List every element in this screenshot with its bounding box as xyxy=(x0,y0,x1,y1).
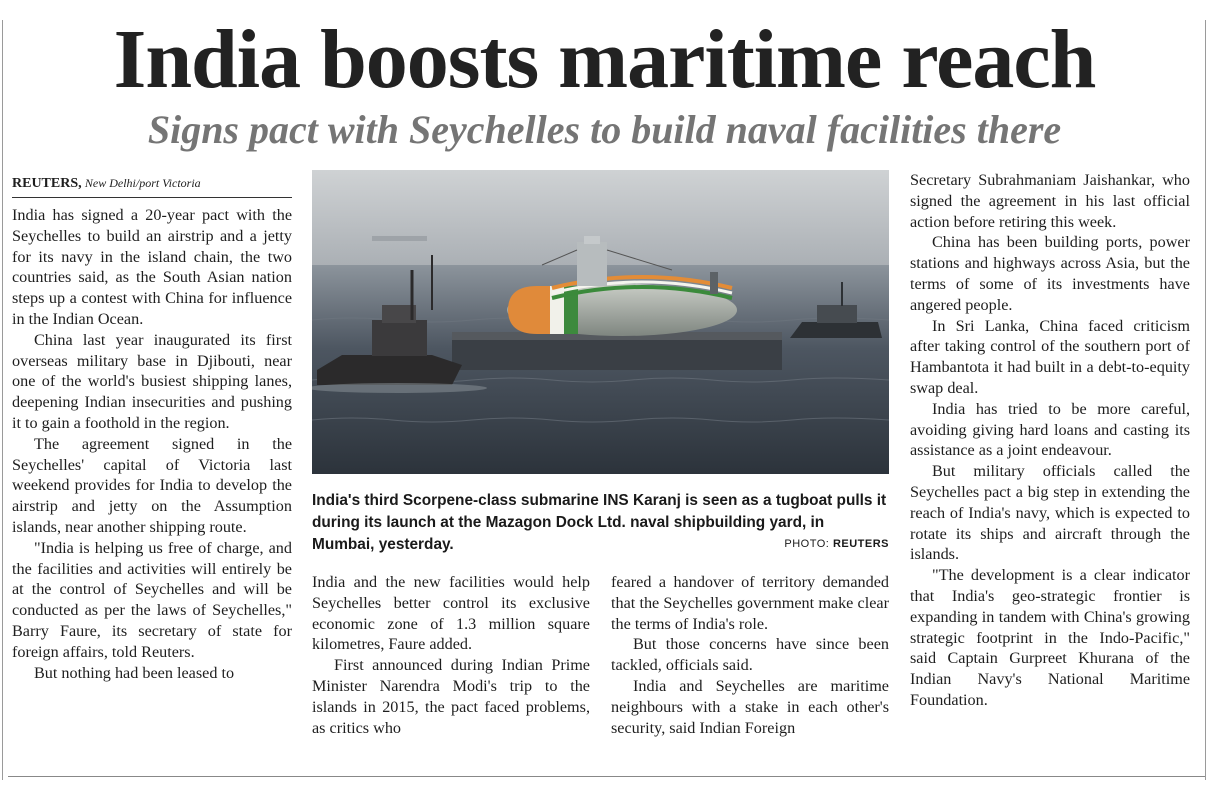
article-column-3 xyxy=(611,572,889,767)
paragraph: "The development is a clear indicator that India's geo-strategic frontier is expanding in tandem with China's growing strategic footprint in the Indo-Pacific," said Captain Gurpreet Khurana of the Indian Navy's National Maritime Foundation. xyxy=(910,566,1190,709)
photo-credit-label: PHOTO: xyxy=(784,538,830,550)
paragraph: India and Seychelles are maritime neighbours with a stake in each other's security, said Indian Foreign xyxy=(611,676,889,737)
paragraph: India and the new facilities would help Seychelles better control its exclusive economic zone of 1.3 million square kilometres, Faure added. xyxy=(312,573,590,654)
paragraph: "India is helping us free of charge, and the facilities and activities will entirely be at the control of Seychelles and will be conducted as per the laws of Seychelles," Barry Faure, its secretary of state for foreign affairs, told Reuters. xyxy=(12,538,292,661)
photo-caption: India's third Scorpene-class submarine INS Karanj is seen as a tugboat pulls it during its launch at the Mazagon Dock Ltd. naval shipbuilding yard, in Mumbai, yesterday. xyxy=(312,492,887,553)
paragraph: But military officials called the Seychelles pact a big step in extending the reach of India's navy, which is expected to rotate its ships and aircraft through the islands. xyxy=(910,462,1190,564)
paragraph: But those concerns have since been tackled, officials said. xyxy=(611,635,889,675)
paragraph: The agreement signed in the Seychelles' capital of Victoria last weekend provides for India to develop the airstrip and jetty on the Assumption islands, near another shipping route. xyxy=(12,434,292,536)
paragraph: First announced during Indian Prime Minister Narendra Modi's trip to the islands in 2015, the pact faced problems, as critics who xyxy=(312,656,590,737)
paragraph: feared a handover of territory demanded that the Seychelles government make clear the terms of India's role. xyxy=(611,573,889,633)
paragraph: China has been building ports, power stations and highways across Asia, but the terms of some of its investments have angered people. xyxy=(910,233,1190,314)
article-column-1 xyxy=(12,205,292,765)
byline-place: New Delhi/port Victoria xyxy=(84,176,201,190)
paragraph: India has tried to be more careful, avoiding giving hard loans and casting its assistance as a joint endeavour. xyxy=(910,399,1190,460)
byline xyxy=(12,172,292,198)
submarine-launch-photo xyxy=(312,170,889,474)
bottom-rule xyxy=(8,776,1205,777)
paragraph: In Sri Lanka, China faced criticism after taking control of the southern port of Hambantota it had built in a debt-to-equity swap deal. xyxy=(910,316,1190,397)
paragraph: Secretary Subrahmaniam Jaishankar, who signed the agreement in his last official action before retiring this week. xyxy=(910,171,1190,231)
article-column-2 xyxy=(312,572,590,767)
paragraph: India has signed a 20-year pact with the Seychelles to build an airstrip and a jetty for its navy in the island chain, the two countries said, as the South Asian nation steps up a contest with China for influence in the Indian Ocean. xyxy=(12,206,292,328)
byline-agency: REUTERS, xyxy=(12,176,82,191)
paragraph: China last year inaugurated its first overseas military base in Djibouti, near one of the world's busiest shipping lanes, deepening Indian insecurities and pushing it to gain a foothold in the region. xyxy=(12,330,292,432)
headline: India boosts maritime reach xyxy=(113,13,1096,106)
photo-credit-source: REUTERS xyxy=(832,538,889,550)
subheadline: Signs pact with Seychelles to build naval facilities there xyxy=(147,107,1062,152)
article-column-4 xyxy=(910,170,1190,768)
photo-credit xyxy=(784,538,889,550)
paragraph: But nothing had been leased to xyxy=(34,663,235,682)
